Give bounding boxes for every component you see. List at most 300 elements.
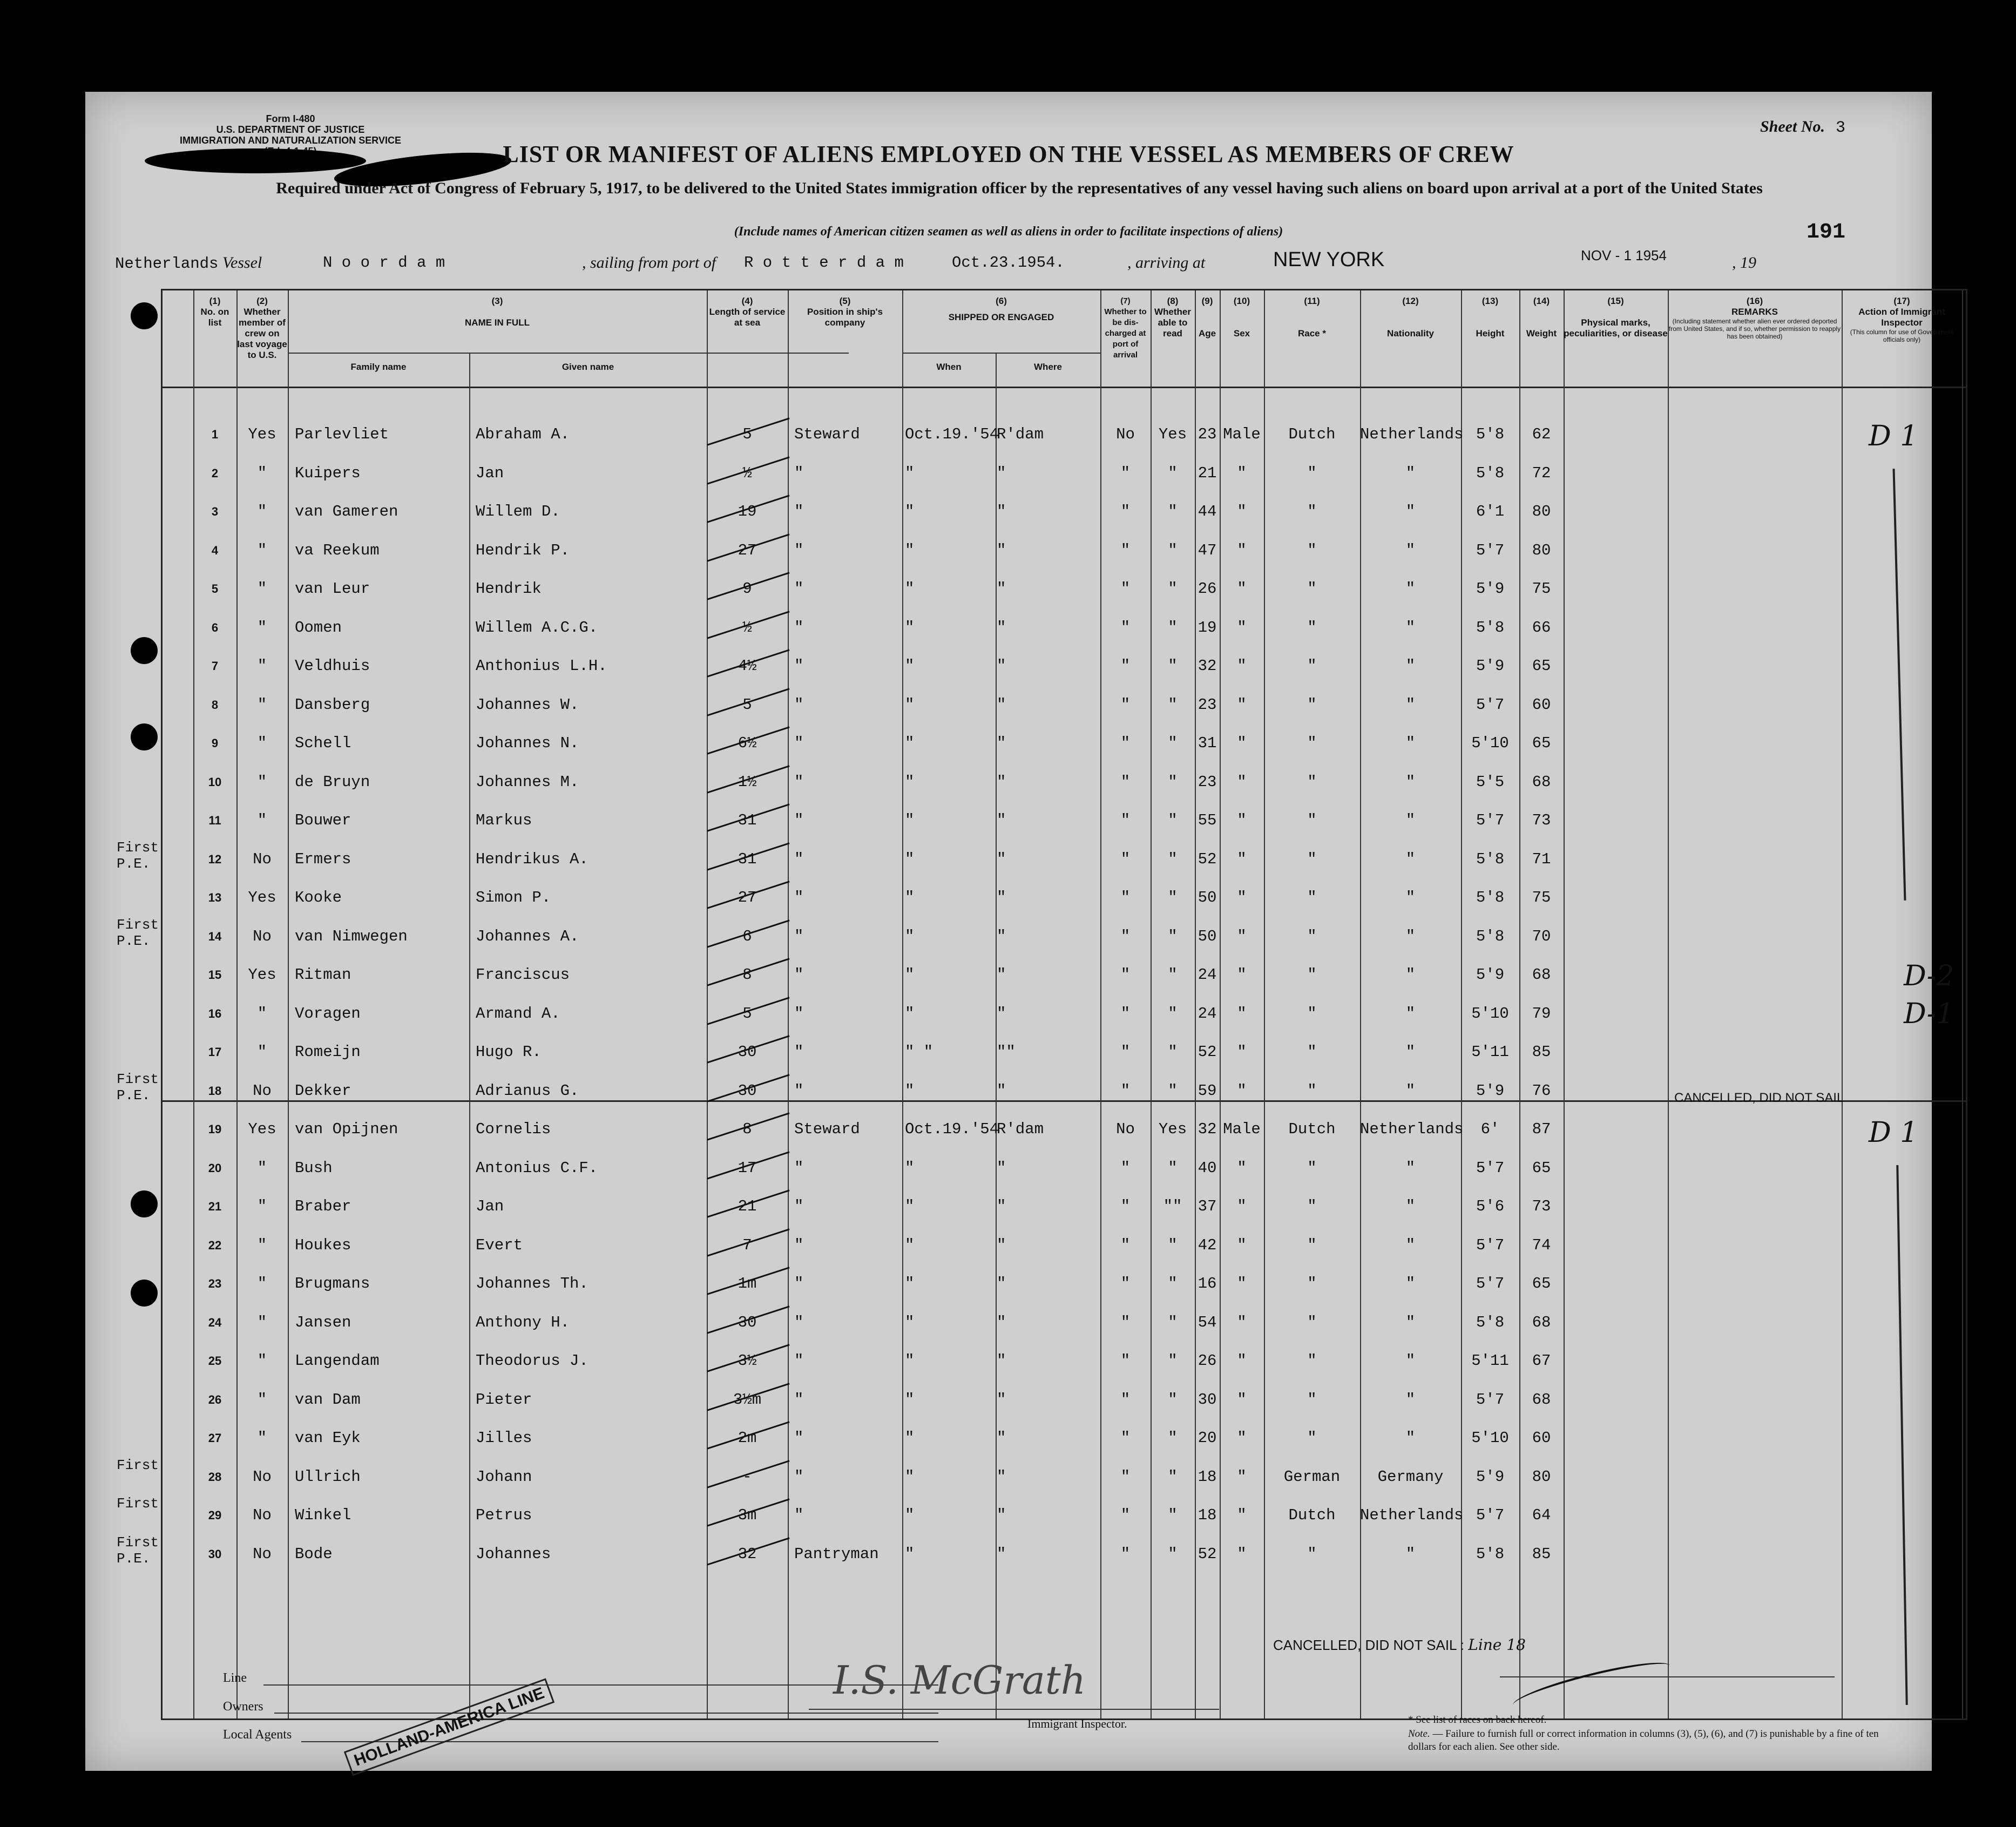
able-to-read-cell: " xyxy=(1168,773,1178,791)
service-length-cell: 19 xyxy=(738,503,757,520)
discharged-cell: " xyxy=(1120,1313,1131,1331)
shipped-when-cell: " xyxy=(905,1352,915,1370)
age-cell: 40 xyxy=(1198,1159,1217,1177)
position-cell: " xyxy=(794,464,804,482)
prev-voyage-cell: No xyxy=(253,850,272,868)
shipped-when-cell: " xyxy=(905,1545,915,1563)
family-name-cell: van Gameren xyxy=(295,503,398,520)
race-cell: Dutch xyxy=(1288,425,1336,443)
race-cell: " xyxy=(1307,966,1317,984)
family-name-cell: Veldhuis xyxy=(295,657,370,675)
service-length-cell: 4½ xyxy=(738,657,757,675)
family-name-cell: Schell xyxy=(295,734,351,752)
sex-cell: " xyxy=(1237,1004,1247,1023)
given-name-cell: Johannes Th. xyxy=(476,1275,588,1293)
col1-header: (1) No. on list xyxy=(200,296,229,328)
family-name-cell: Dansberg xyxy=(295,695,370,714)
able-to-read-cell: "" xyxy=(1163,1197,1182,1215)
race-cell: " xyxy=(1307,1043,1317,1061)
height-cell: 5'8 xyxy=(1476,1545,1505,1563)
shipped-when-cell: " xyxy=(905,1236,915,1254)
family-name-cell: Voragen xyxy=(295,1004,361,1023)
age-cell: 20 xyxy=(1198,1429,1217,1447)
able-to-read-cell: " xyxy=(1168,927,1178,945)
given-name-cell: Armand A. xyxy=(476,1004,560,1023)
nationality-cell: " xyxy=(1405,889,1416,906)
row-number-cell: 22 xyxy=(208,1238,222,1252)
service-length-cell: 30 xyxy=(738,1043,757,1061)
service-length-cell: 31 xyxy=(738,850,757,868)
shipped-where-cell: " xyxy=(997,580,1006,598)
row-number-cell: 9 xyxy=(211,736,219,750)
position-cell: " xyxy=(794,580,804,598)
family-name-cell: Braber xyxy=(295,1197,351,1215)
height-cell: 5'7 xyxy=(1476,811,1505,829)
shipped-when-cell: Oct.19.'54 xyxy=(905,425,999,443)
col17-header: (17) Action of Immigrant Inspector (This column for use of Government officials only) xyxy=(1850,296,1954,343)
prev-voyage-cell: " xyxy=(257,1275,267,1293)
position-cell: " xyxy=(794,966,804,984)
stamp-number: 191 xyxy=(1806,220,1845,245)
height-cell: 5'7 xyxy=(1476,1236,1505,1254)
age-cell: 26 xyxy=(1198,580,1217,598)
inspector-line xyxy=(1896,1165,1907,1705)
sex-cell: " xyxy=(1237,1197,1247,1215)
able-to-read-cell: Yes xyxy=(1158,1120,1187,1138)
shipped-where-cell: " xyxy=(997,1159,1006,1177)
position-cell: " xyxy=(794,850,804,868)
age-cell: 23 xyxy=(1198,425,1217,443)
able-to-read-cell: " xyxy=(1168,541,1178,559)
sex-cell: Male xyxy=(1223,425,1261,443)
prev-voyage-cell: " xyxy=(257,1352,267,1370)
family-name-cell: Kooke xyxy=(295,889,342,906)
sex-cell: " xyxy=(1237,1352,1247,1370)
able-to-read-cell: " xyxy=(1168,811,1178,829)
shipped-where-cell: " xyxy=(997,657,1006,675)
nationality-cell: " xyxy=(1405,1159,1416,1177)
discharged-cell: " xyxy=(1120,1545,1131,1563)
punch-hole xyxy=(131,1280,158,1307)
inspector-label: Immigrant Inspector. xyxy=(1027,1717,1127,1730)
race-cell: " xyxy=(1307,1081,1317,1100)
family-name-cell: Ritman xyxy=(295,966,351,984)
punch-hole xyxy=(131,1190,158,1217)
row-number-cell: 8 xyxy=(211,698,219,712)
age-cell: 18 xyxy=(1198,1467,1217,1486)
given-name-cell: Hendrik P. xyxy=(476,541,570,559)
prev-voyage-cell: " xyxy=(257,1236,267,1254)
weight-cell: 68 xyxy=(1532,1390,1551,1409)
nationality-cell: " xyxy=(1405,850,1416,868)
nationality-cell: " xyxy=(1405,966,1416,984)
family-name-cell: Houkes xyxy=(295,1236,351,1254)
sex-cell: " xyxy=(1237,1467,1247,1486)
shipped-where-cell: " xyxy=(997,773,1006,791)
sheet-number: Sheet No. 3 xyxy=(1760,118,1845,137)
height-cell: 5'11 xyxy=(1471,1043,1509,1061)
given-name-cell: Willem D. xyxy=(476,503,560,520)
given-name-cell: Jan xyxy=(476,1197,504,1215)
given-name-cell: Johannes xyxy=(476,1545,551,1563)
shipped-where-cell: " xyxy=(997,1236,1006,1254)
discharged-cell: " xyxy=(1120,1043,1131,1061)
shipped-where-cell: " xyxy=(997,1081,1006,1100)
shipped-where-cell: " xyxy=(997,734,1006,752)
weight-cell: 76 xyxy=(1532,1081,1551,1100)
nationality-cell: " xyxy=(1405,541,1416,559)
position-cell: " xyxy=(794,1043,804,1061)
row-number-cell: 21 xyxy=(208,1200,222,1213)
weight-cell: 65 xyxy=(1532,734,1551,752)
position-cell: " xyxy=(794,927,804,945)
height-cell: 5'5 xyxy=(1476,773,1505,791)
sex-cell: " xyxy=(1237,1313,1247,1331)
shipped-where-cell: "" xyxy=(997,1043,1016,1061)
col15-header: (15) Physical marks, peculiarities, or disease xyxy=(1564,296,1668,339)
shipped-when-cell: " xyxy=(905,734,915,752)
weight-cell: 65 xyxy=(1532,1159,1551,1177)
prev-voyage-cell: " xyxy=(257,541,267,559)
row-number-cell: 5 xyxy=(211,582,219,596)
family-name-cell: Romeijn xyxy=(295,1043,361,1061)
race-cell: " xyxy=(1307,1236,1317,1254)
col5-header: (5) Position in ship's company xyxy=(807,296,883,328)
family-name-cell: Oomen xyxy=(295,618,342,637)
age-cell: 50 xyxy=(1198,927,1217,945)
service-length-cell: 5 xyxy=(742,695,752,714)
weight-cell: 68 xyxy=(1532,966,1551,984)
position-cell: Pantryman xyxy=(794,1545,879,1563)
age-cell: 18 xyxy=(1198,1506,1217,1524)
weight-cell: 66 xyxy=(1532,618,1551,637)
sex-cell: " xyxy=(1237,1429,1247,1447)
shipped-where-cell: R'dam xyxy=(997,1120,1044,1138)
service-name: IMMIGRATION AND NATURALIZATION SERVICE xyxy=(180,135,401,146)
able-to-read-cell: " xyxy=(1168,850,1178,868)
age-cell: 23 xyxy=(1198,695,1217,714)
shipped-where-cell: " xyxy=(997,1545,1006,1563)
sex-cell: " xyxy=(1237,657,1247,675)
page-subtitle: Required under Act of Congress of February 5, 1917, to be delivered to the United States immigration officer by the representatives of any vessel having such aliens on board upon arrival at a port of the United States xyxy=(276,179,1763,197)
height-cell: 5'7 xyxy=(1476,1390,1505,1409)
height-cell: 5'7 xyxy=(1476,1275,1505,1293)
departure-port: R o t t e r d a m xyxy=(744,254,904,272)
race-cell: German xyxy=(1283,1467,1341,1486)
weight-cell: 65 xyxy=(1532,657,1551,675)
inspector-mark-d1: D 1 xyxy=(1869,420,1918,452)
discharged-cell: " xyxy=(1120,1197,1131,1215)
penalty-note: Note. — Failure to furnish full or correct information in columns (3), (5), (6), and (7) is punishable by a fine of ten dollars for each alien. See other side. xyxy=(1408,1728,1879,1752)
side-note: First P.E. xyxy=(117,839,159,872)
row-number-cell: 15 xyxy=(208,968,222,982)
inspector-mark-d1-low: D 1 xyxy=(1869,1116,1918,1149)
able-to-read-cell: " xyxy=(1168,1467,1178,1486)
col11-header: (11) Race * xyxy=(1298,296,1326,339)
sex-cell: " xyxy=(1237,811,1247,829)
age-cell: 47 xyxy=(1198,541,1217,559)
able-to-read-cell: " xyxy=(1168,1043,1178,1061)
height-cell: 5'7 xyxy=(1476,541,1505,559)
service-length-cell: ½ xyxy=(742,618,752,637)
family-name-cell: Dekker xyxy=(295,1081,351,1100)
service-length-cell: - xyxy=(742,1467,752,1486)
race-cell: " xyxy=(1307,464,1317,482)
service-length-cell: 8 xyxy=(742,966,752,984)
agents-label: Local Agents xyxy=(223,1728,292,1742)
position-cell: " xyxy=(794,811,804,829)
able-to-read-cell: " xyxy=(1168,966,1178,984)
able-to-read-cell: " xyxy=(1168,1081,1178,1100)
shipped-where-cell: " xyxy=(997,1352,1006,1370)
service-length-cell: 9 xyxy=(742,580,752,598)
nationality-cell: " xyxy=(1405,1081,1416,1100)
crew-table xyxy=(117,289,1967,1720)
able-to-read-cell: " xyxy=(1168,503,1178,520)
nationality-cell: " xyxy=(1405,1313,1416,1331)
weight-cell: 62 xyxy=(1532,425,1551,443)
sex-cell: " xyxy=(1237,734,1247,752)
when-header: When xyxy=(936,362,962,372)
sex-cell: " xyxy=(1237,966,1247,984)
age-cell: 26 xyxy=(1198,1352,1217,1370)
able-to-read-cell: " xyxy=(1168,464,1178,482)
header-divider xyxy=(163,387,1966,388)
line-label: Line xyxy=(223,1671,247,1685)
nationality-cell: " xyxy=(1405,1004,1416,1023)
row-number-cell: 12 xyxy=(208,852,222,866)
manifest-sheet xyxy=(85,92,1954,1771)
race-cell: " xyxy=(1307,927,1317,945)
shipped-when-cell: " xyxy=(905,1275,915,1293)
prev-voyage-cell: Yes xyxy=(248,1120,276,1138)
prev-voyage-cell: " xyxy=(257,1429,267,1447)
position-cell: " xyxy=(794,1159,804,1177)
height-cell: 5'9 xyxy=(1476,1081,1505,1100)
sex-cell: " xyxy=(1237,773,1247,791)
row-number-cell: 17 xyxy=(208,1045,222,1059)
prev-voyage-cell: Yes xyxy=(248,966,276,984)
year-label: , 19 xyxy=(1732,254,1756,272)
given-name-cell: Cornelis xyxy=(476,1120,551,1138)
sex-cell: " xyxy=(1237,1275,1247,1293)
owners-label: Owners xyxy=(223,1700,263,1714)
voyage-line xyxy=(115,254,262,273)
row-number-cell: 25 xyxy=(208,1354,222,1368)
col7-header: (7) Whether to be dis-charged at port of arrival xyxy=(1104,296,1147,360)
arrival-date: NOV - 1 1954 xyxy=(1581,247,1667,263)
page-subnote: (Include names of American citizen seamen as well as aliens in order to facilitate inspections of aliens) xyxy=(734,225,1283,239)
able-to-read-cell: " xyxy=(1168,1004,1178,1023)
able-to-read-cell: " xyxy=(1168,889,1178,906)
col9-header: (9) Age xyxy=(1198,296,1216,339)
family-name-cell: Bush xyxy=(295,1159,333,1177)
race-cell: " xyxy=(1307,618,1317,637)
given-name-cell: Adrianus G. xyxy=(476,1081,579,1100)
shipped-when-cell: " xyxy=(905,695,915,714)
sex-cell: " xyxy=(1237,695,1247,714)
shipped-where-cell: " xyxy=(997,927,1006,945)
prev-voyage-cell: Yes xyxy=(248,425,276,443)
weight-cell: 75 xyxy=(1532,889,1551,906)
nationality-cell: " xyxy=(1405,1545,1416,1563)
nationality-cell: " xyxy=(1405,1043,1416,1061)
prev-voyage-cell: " xyxy=(257,1197,267,1215)
sex-cell: " xyxy=(1237,1506,1247,1524)
prev-voyage-cell: No xyxy=(253,927,272,945)
weight-cell: 79 xyxy=(1532,1004,1551,1023)
side-note: First xyxy=(117,1457,159,1473)
nationality-cell: Netherlands xyxy=(1360,1506,1464,1524)
prev-voyage-cell: No xyxy=(253,1506,272,1524)
sex-cell: " xyxy=(1237,1159,1247,1177)
service-length-cell: 3m xyxy=(738,1506,757,1524)
race-cell: " xyxy=(1307,1275,1317,1293)
height-cell: 5'10 xyxy=(1471,1429,1509,1447)
position-cell: Steward xyxy=(794,1120,860,1138)
nationality-cell: " xyxy=(1405,657,1416,675)
discharged-cell: " xyxy=(1120,734,1131,752)
weight-cell: 64 xyxy=(1532,1506,1551,1524)
col14-header: (14) Weight xyxy=(1526,296,1557,339)
given-name-cell: Hendrikus A. xyxy=(476,850,588,868)
row-number-cell: 26 xyxy=(208,1392,222,1406)
age-cell: 54 xyxy=(1198,1313,1217,1331)
cancelled-note: CANCELLED, DID NOT SAIL : Line 18 xyxy=(1273,1636,1526,1654)
height-cell: 5'8 xyxy=(1476,464,1505,482)
height-cell: 5'7 xyxy=(1476,1159,1505,1177)
given-name-cell: Abraham A. xyxy=(476,425,570,443)
position-cell: " xyxy=(794,657,804,675)
shipped-when-cell: " xyxy=(905,1081,915,1100)
weight-cell: 67 xyxy=(1532,1352,1551,1370)
family-name-cell: va Reekum xyxy=(295,541,380,559)
prev-voyage-cell: " xyxy=(257,1043,267,1061)
punch-hole xyxy=(131,637,158,664)
prev-voyage-cell: " xyxy=(257,695,267,714)
shipped-where-cell: R'dam xyxy=(997,425,1044,443)
age-cell: 59 xyxy=(1198,1081,1217,1100)
sex-cell: " xyxy=(1237,541,1247,559)
arrival-port: NEW YORK xyxy=(1273,248,1385,271)
prev-voyage-cell: No xyxy=(253,1081,272,1100)
row-number-cell: 18 xyxy=(208,1084,222,1098)
row-number-cell: 3 xyxy=(211,505,219,518)
age-cell: 31 xyxy=(1198,734,1217,752)
given-name-cell: Hugo R. xyxy=(476,1043,542,1061)
sex-cell: " xyxy=(1237,850,1247,868)
given-name-cell: Hendrik xyxy=(476,580,542,598)
discharged-cell: " xyxy=(1120,1352,1131,1370)
prev-voyage-cell: " xyxy=(257,503,267,520)
position-cell: " xyxy=(794,1506,804,1524)
race-cell: " xyxy=(1307,734,1317,752)
height-cell: 5'10 xyxy=(1471,734,1509,752)
family-name-cell: Jansen xyxy=(295,1313,351,1331)
given-name-cell: Willem A.C.G. xyxy=(476,618,598,637)
age-cell: 37 xyxy=(1198,1197,1217,1215)
given-name-cell: Petrus xyxy=(476,1506,532,1524)
given-name-cell: Johannes M. xyxy=(476,773,579,791)
service-length-cell: 3½ xyxy=(738,1352,757,1370)
service-length-cell: 3½m xyxy=(733,1390,762,1409)
position-cell: " xyxy=(794,1081,804,1100)
weight-cell: 85 xyxy=(1532,1043,1551,1061)
col3-header: (3) NAME IN FULL xyxy=(465,296,530,328)
family-name-cell: Ermers xyxy=(295,850,351,868)
discharged-cell: No xyxy=(1116,1120,1135,1138)
able-to-read-cell: " xyxy=(1168,1275,1178,1293)
shipped-when-cell: " xyxy=(905,464,915,482)
given-name-cell: Theodorus J. xyxy=(476,1352,588,1370)
shipped-when-cell: " xyxy=(905,1197,915,1215)
side-note: First P.E. xyxy=(117,1071,159,1104)
given-name-cell: Simon P. xyxy=(476,889,551,906)
discharged-cell: " xyxy=(1120,1236,1131,1254)
given-name-header: Given name xyxy=(561,362,614,372)
age-cell: 50 xyxy=(1198,889,1217,906)
shipped-where-cell: " xyxy=(997,850,1006,868)
position-cell: " xyxy=(794,773,804,791)
side-note: First xyxy=(117,1496,159,1512)
sex-cell: Male xyxy=(1223,1120,1261,1138)
service-length-cell: 32 xyxy=(738,1545,757,1563)
row-number-cell: 2 xyxy=(211,466,219,480)
height-cell: 5'7 xyxy=(1476,1506,1505,1524)
service-length-cell: 7 xyxy=(742,1236,752,1254)
shipped-where-cell: " xyxy=(997,1275,1006,1293)
nationality-cell: " xyxy=(1405,1429,1416,1447)
prev-voyage-cell: " xyxy=(257,464,267,482)
shipped-where-cell: " xyxy=(997,1313,1006,1331)
age-cell: 21 xyxy=(1198,464,1217,482)
able-to-read-cell: " xyxy=(1168,1313,1178,1331)
row-number-cell: 14 xyxy=(208,929,222,943)
given-name-cell: Johannes N. xyxy=(476,734,579,752)
position-cell: " xyxy=(794,1352,804,1370)
shipped-where-cell: " xyxy=(997,889,1006,906)
discharged-cell: " xyxy=(1120,1159,1131,1177)
shipped-when-cell: " xyxy=(905,966,915,984)
shipped-where-cell: " xyxy=(997,695,1006,714)
weight-cell: 74 xyxy=(1532,1236,1551,1254)
discharged-cell: " xyxy=(1120,811,1131,829)
discharged-cell: " xyxy=(1120,1004,1131,1023)
family-name-cell: de Bruyn xyxy=(295,773,370,791)
race-cell: " xyxy=(1307,657,1317,675)
age-cell: 44 xyxy=(1198,503,1217,520)
weight-cell: 73 xyxy=(1532,811,1551,829)
discharged-cell: " xyxy=(1120,695,1131,714)
nationality-cell: " xyxy=(1405,464,1416,482)
race-cell: " xyxy=(1307,811,1317,829)
nationality-cell: " xyxy=(1405,773,1416,791)
row-number-cell: 16 xyxy=(208,1006,222,1020)
weight-cell: 60 xyxy=(1532,695,1551,714)
height-cell: 5'8 xyxy=(1476,889,1505,906)
able-to-read-cell: Yes xyxy=(1158,425,1187,443)
given-name-cell: Franciscus xyxy=(476,966,570,984)
arriving-label: , arriving at xyxy=(1127,254,1206,272)
height-cell: 5'11 xyxy=(1471,1352,1509,1370)
shipped-where-cell: " xyxy=(997,1467,1006,1486)
shipped-when-cell: " xyxy=(905,811,915,829)
nationality-cell: " xyxy=(1405,1390,1416,1409)
able-to-read-cell: " xyxy=(1168,695,1178,714)
height-cell: 5'8 xyxy=(1476,927,1505,945)
shipped-where-cell: " xyxy=(997,1429,1006,1447)
race-cell: " xyxy=(1307,1545,1317,1563)
